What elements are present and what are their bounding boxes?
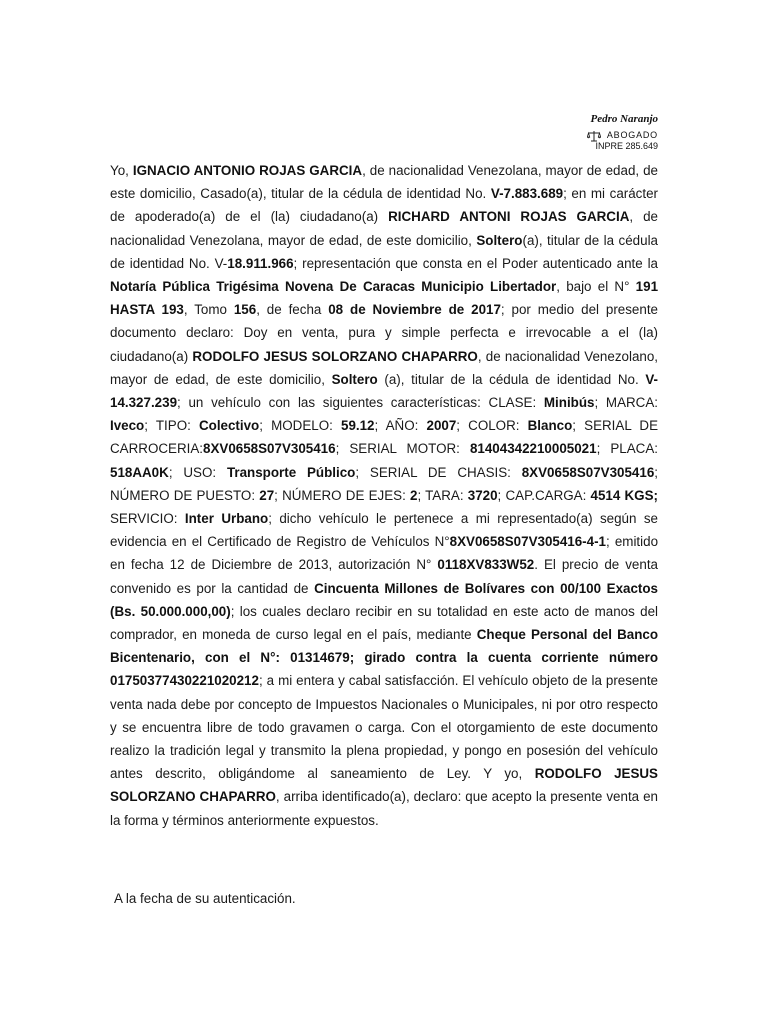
bold-text-segment: 8XV0658S07V305416-4-1 [449,534,606,550]
bold-text-segment: 08 de Noviembre de 2017 [328,302,501,318]
bold-text-segment: RODOLFO JESUS SOLORZANO CHAPARRO [110,766,658,805]
bold-text-segment: Inter Urbano [184,511,269,527]
text-segment: ; TARA: [417,487,468,503]
text-segment: ; USO: [168,464,227,480]
bold-text-segment: Notaría Pública Trigésima Novena De Caracas Municipio Libertador [110,279,557,295]
bold-text-segment: 3720 [467,487,498,503]
text-segment: SERVICIO: [110,511,185,527]
bold-text-segment: Cincuenta Millones de Bolívares con 00/100 Exactos (Bs. 50.000.000,00) [110,580,658,619]
text-segment: , arriba identificado(a), declaro: que acepto la presente venta en la forma y términos anteriormente expuestos. [110,789,658,828]
bold-text-segment: 27 [259,487,275,503]
bold-text-segment: 518AA0K [110,464,169,480]
text-segment: ; representación que consta en el Poder autenticado ante la [293,255,658,271]
bold-text-segment: Iveco [110,418,145,434]
text-segment: (a), titular de la cédula de identidad No. [377,371,646,387]
lawyer-inpre-number: INPRE 285.649 [595,141,658,151]
text-segment: ; MARCA: [594,395,658,411]
text-segment: , de nacionalidad Venezolano, mayor de edad, de este domicilio, [110,348,659,387]
bold-text-segment: V-14.327.239 [110,371,658,411]
text-segment: ; MODELO: [259,418,341,434]
text-segment: ; PLACA: [596,441,658,457]
bold-text-segment: Soltero [331,371,378,387]
bold-text-segment: Transporte Público [226,464,356,480]
text-segment: ; NÚMERO DE PUESTO: [110,464,659,503]
text-segment: , Tomo [183,302,234,318]
bold-text-segment: 0118XV833W52 [437,557,535,573]
text-segment: Yo, [110,163,133,178]
text-segment: (a), titular de la cédula de identidad No. V- [110,232,658,271]
bold-text-segment: RODOLFO JESUS SOLORZANO CHAPARRO [192,348,478,364]
text-segment: ; COLOR: [456,418,528,434]
bold-text-segment: 8XV0658S07V305416 [203,441,336,457]
lawyer-name: Pedro Naranjo [590,113,658,125]
scales-of-justice-icon [587,129,601,141]
text-segment: , de nacionalidad Venezolana, mayor de edad, de este domicilio, Casado(a), titular de la cédula de identidad No. [110,163,658,202]
bold-text-segment: 4514 KGS; [590,487,658,503]
bold-text-segment: Blanco [527,418,573,434]
bold-text-segment: 18.911.966 [227,255,294,271]
text-segment: ; los cuales declaro recibir en su totalidad en este acto de manos del comprador, en moneda de curso legal en el país, mediante [110,603,658,643]
text-segment: ; emitido en fecha 12 de Diciembre de 2013, autorización N° [110,534,659,573]
letterhead [587,112,658,152]
text-segment: ; a mi entera y cabal satisfacción. El vehículo objeto de la presente venta nada debe por concepto de Impuestos Nacionales o Municipales, ni por otro respecto y se encuentra libre de todo gravamen o carga. Con el otorgamiento de este documento realizo la tradición legal y transmito la plena propiedad, y pongo en posesión del vehículo antes descrito, obligándome al saneamiento de Ley. Y yo, [110,673,658,782]
text-segment: ; CAP.CARGA: [497,487,591,503]
bold-text-segment: Minibús [543,395,595,411]
text-segment: ; un vehículo con las siguientes características: CLASE: [177,395,544,411]
text-segment: ; dicho vehículo le pertenece a mi representado(a) según se evidencia en el Certificado de Registro de Vehículos N° [110,511,658,550]
text-segment: ; SERIAL MOTOR: [335,441,470,457]
text-segment: , de nacionalidad Venezolana, mayor de edad, de este domicilio, [110,209,658,248]
contract-body-paragraph [110,159,658,832]
bold-text-segment: 2007 [426,418,457,434]
bold-text-segment: 156 [233,302,257,318]
bold-text-segment: 2 [409,487,418,503]
text-segment: , bajo el N° [556,279,636,295]
bold-text-segment: 81404342210005021 [469,441,597,457]
bold-text-segment: IGNACIO ANTONIO ROJAS GARCIA [132,163,363,178]
text-segment: ; por medio del presente documento declaro: Doy en venta, pura y simple perfecta e irrevocable a el (la) ciudadano(a) [110,302,658,364]
text-segment: , de fecha [256,302,329,318]
text-segment: ; TIPO: [144,418,199,434]
lawyer-title-row [587,129,658,141]
bold-text-segment: RICHARD ANTONI ROJAS GARCIA [388,209,630,225]
text-segment: ; SERIAL DE CHASIS: [355,464,522,480]
bold-text-segment: Soltero [476,232,523,248]
bold-text-segment: 191 HASTA 193 [110,279,659,318]
bold-text-segment: 8XV0658S07V305416 [521,464,655,480]
bold-text-segment: 59.12 [341,418,375,434]
closing-line: A la fecha de su autenticación. [114,891,296,906]
text-segment: ; en mi carácter de apoderado(a) de el (la) ciudadano(a) [110,186,658,225]
text-segment: ; SERIAL DE CARROCERIA: [110,418,658,457]
text-segment: . El precio de venta convenido es por la cantidad de [110,557,658,596]
bold-text-segment: Cheque Personal del Banco Bicentenario, con el N°: 01314679; girado contra la cuenta corriente número 01750377430221020212 [110,627,658,689]
text-segment: ; NÚMERO DE EJES: [274,487,410,503]
bold-text-segment: Colectivo [198,418,260,434]
bold-text-segment: V-7.883.689 [490,186,564,202]
text-segment: ; AÑO: [374,418,427,434]
lawyer-title: ABOGADO [606,130,658,140]
